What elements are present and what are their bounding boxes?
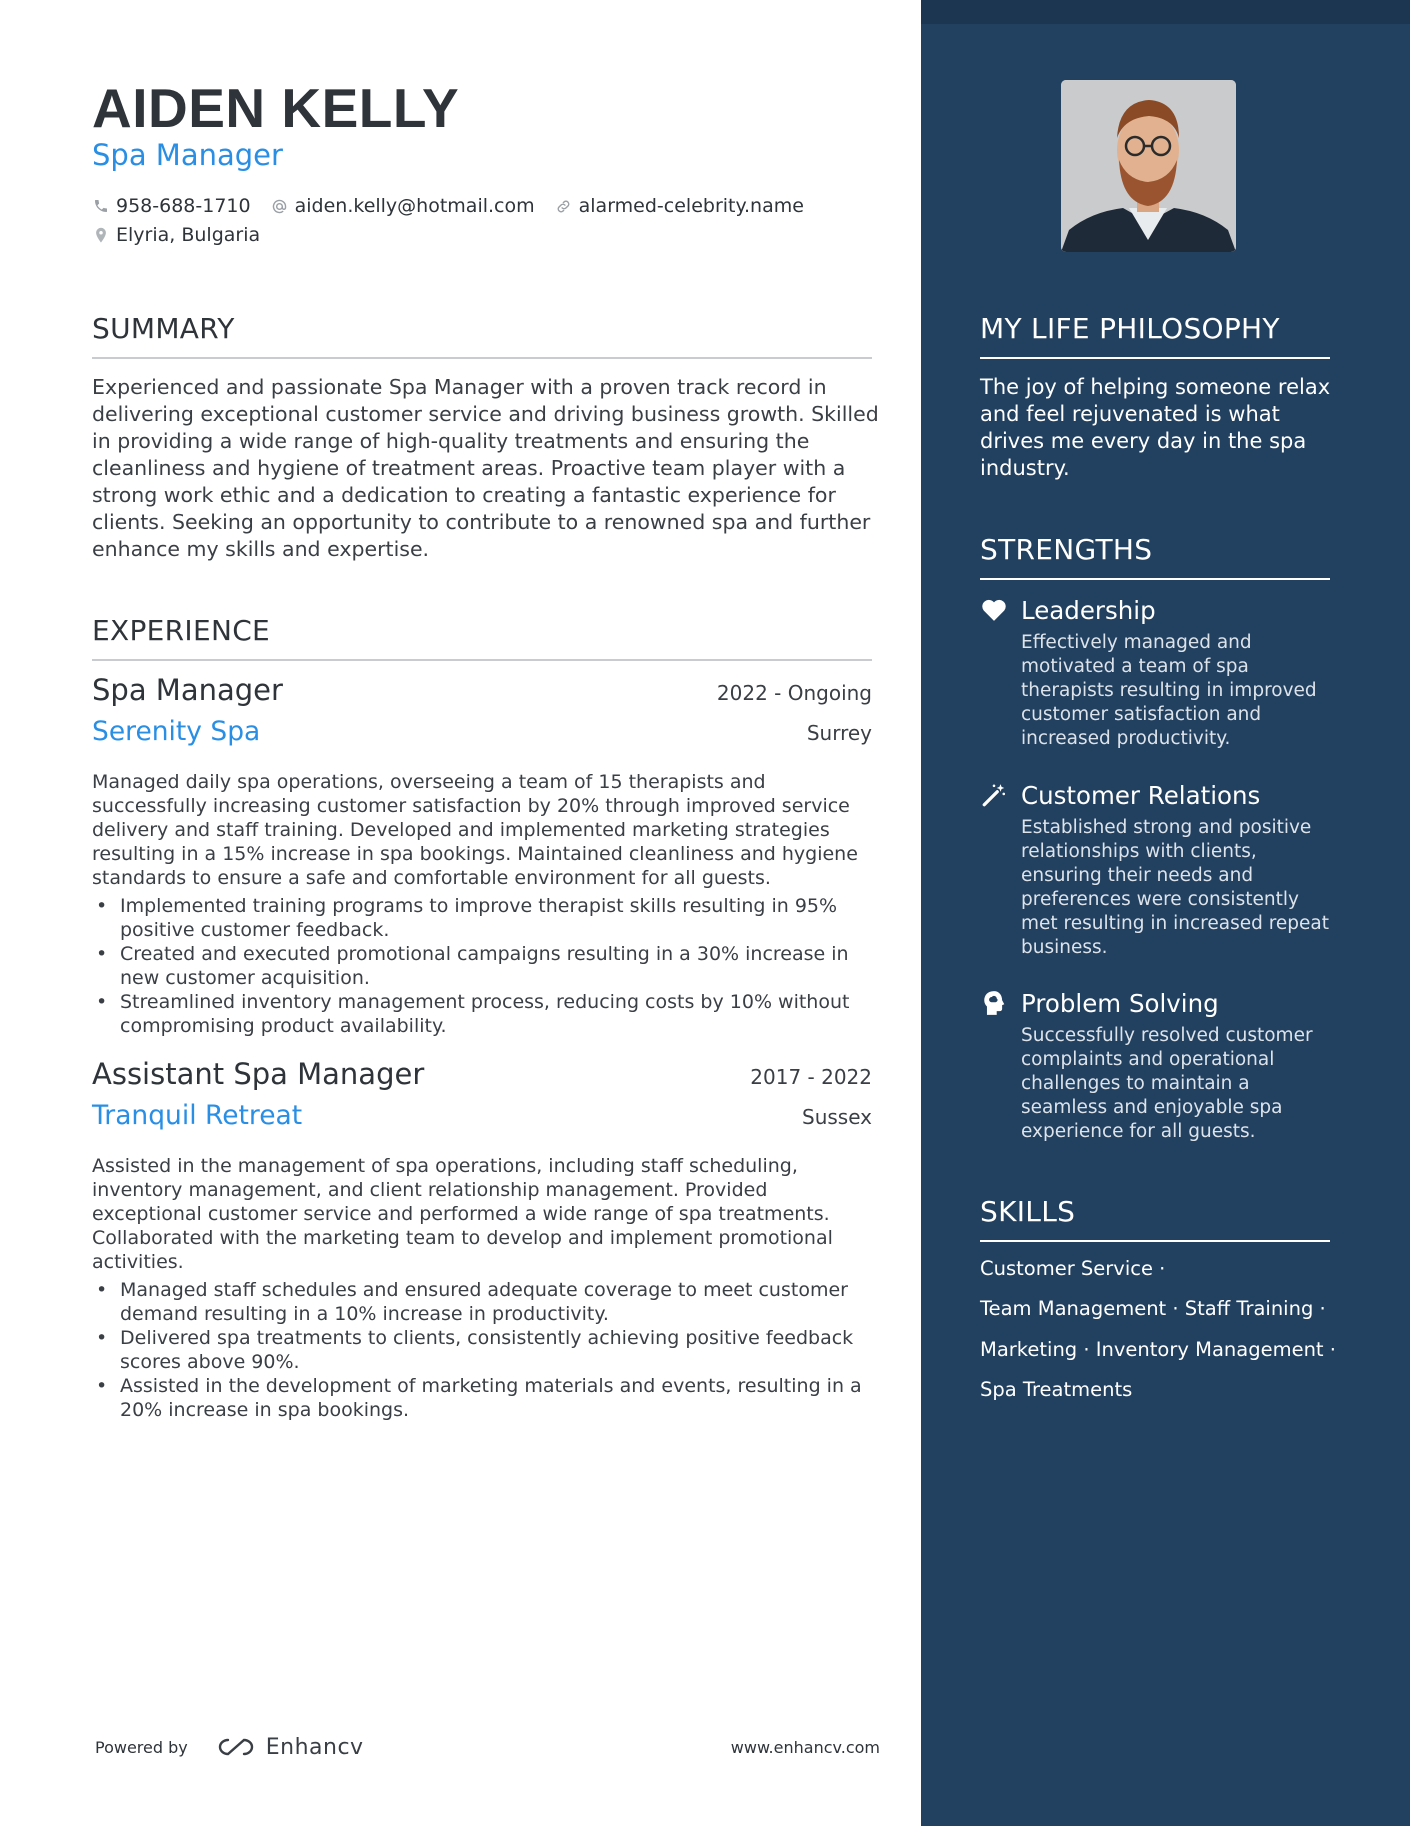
candidate-name: AIDEN KELLY	[92, 77, 460, 139]
strength-item	[980, 778, 1340, 960]
skills-heading: SKILLS	[980, 1195, 1076, 1228]
skills-line: Customer Service ·	[980, 1257, 1166, 1280]
job-entry	[92, 673, 872, 1038]
website-text: alarmed-celebrity.name	[578, 195, 804, 217]
at-icon	[271, 197, 289, 215]
phone-contact[interactable]	[92, 195, 251, 217]
experience-heading: EXPERIENCE	[92, 614, 271, 647]
location-pin-icon	[92, 226, 110, 244]
strength-item	[980, 986, 1340, 1144]
magic-wand-icon	[980, 781, 1008, 809]
strength-name: Customer Relations	[1021, 780, 1261, 810]
location-text: Elyria, Bulgaria	[116, 224, 261, 246]
enhancv-logo[interactable]	[214, 1735, 364, 1760]
phone-text: 958-688-1710	[116, 195, 251, 217]
job-location: Sussex	[802, 1105, 872, 1129]
email-contact[interactable]	[271, 195, 535, 217]
profile-photo	[1061, 80, 1236, 252]
job-location: Surrey	[806, 721, 872, 745]
achievement-item: • Implemented training programs to improve therapist skills resulting in 95% positive customer feedback.	[92, 894, 872, 942]
brain-head-icon	[980, 989, 1008, 1017]
footer-website-link[interactable]: www.enhancv.com	[730, 1737, 880, 1757]
job-achievements	[92, 894, 872, 1038]
company-name: Tranquil Retreat	[92, 1100, 303, 1131]
strength-item	[980, 593, 1340, 751]
link-icon	[555, 197, 573, 215]
enhancv-logo-icon	[214, 1736, 260, 1758]
philosophy-heading: MY LIFE PHILOSOPHY	[980, 312, 1280, 345]
job-entry	[92, 1057, 872, 1422]
achievement-item: • Managed staff schedules and ensured adequate coverage to meet customer demand resulting in a 10% increase in productivity.	[92, 1278, 872, 1326]
strength-description: Effectively managed and motivated a team of spa therapists resulting in improved customer satisfaction and increased productivity.	[1021, 632, 1317, 749]
company-name: Serenity Spa	[92, 716, 261, 747]
experience-divider	[92, 659, 872, 661]
job-title: Spa Manager	[92, 673, 283, 707]
phone-icon	[92, 197, 110, 215]
strengths-divider	[980, 578, 1330, 580]
strength-name: Problem Solving	[1021, 988, 1219, 1018]
job-title: Assistant Spa Manager	[92, 1057, 425, 1091]
strength-description: Established strong and positive relationships with clients, ensuring their needs and preferences were consistently met resulting in increased repeat business.	[1021, 817, 1330, 958]
location-contact	[92, 224, 260, 246]
skills-divider	[980, 1240, 1330, 1242]
website-contact[interactable]	[555, 195, 804, 217]
footer	[95, 1732, 880, 1762]
strength-name: Leadership	[1021, 595, 1156, 625]
achievement-item: • Assisted in the development of marketing materials and events, resulting in a 20% increase in spa bookings.	[92, 1374, 872, 1422]
job-description: Assisted in the management of spa operations, including staff scheduling, inventory management, and client relationship management. Provided exceptional customer service and performed a wide range of spa treatments. Collaborated with the marketing team to develop and implement promotional activities.	[92, 1155, 833, 1273]
sidebar-top-band	[921, 0, 1410, 24]
summary-divider	[92, 357, 872, 359]
strengths-heading: STRENGTHS	[980, 533, 1153, 566]
candidate-title: Spa Manager	[92, 138, 283, 172]
skills-line: Team Management · Staff Training ·	[980, 1297, 1326, 1320]
job-dates: 2017 - 2022	[750, 1065, 872, 1089]
achievement-item: • Delivered spa treatments to clients, consistently achieving positive feedback scores above 90%.	[92, 1326, 872, 1374]
skills-line: Spa Treatments	[980, 1378, 1133, 1401]
job-achievements	[92, 1278, 872, 1422]
achievement-item: • Streamlined inventory management process, reducing costs by 10% without compromising product availability.	[92, 990, 872, 1038]
strength-description: Successfully resolved customer complaints and operational challenges to maintain a seamless and enjoyable spa experience for all guests.	[1021, 1025, 1313, 1142]
sidebar	[921, 0, 1410, 1826]
achievement-item: • Created and executed promotional campaigns resulting in a 30% increase in new customer acquisition.	[92, 942, 872, 990]
contact-info	[92, 192, 892, 250]
email-text: aiden.kelly@hotmail.com	[294, 195, 535, 217]
job-dates: 2022 - Ongoing	[716, 681, 872, 705]
summary-text: Experienced and passionate Spa Manager with a proven track record in delivering exceptional customer service and driving business growth. Skilled in providing a wide range of high-quality treatments and ensuring the cleanliness and hygiene of treatment areas. Proactive team player with a strong work ethic and a dedication to creating a fantastic experience for clients. Seeking an opportunity to contribute to a renowned spa and further enhance my skills and expertise.	[92, 375, 879, 561]
job-description: Managed daily spa operations, overseeing a team of 15 therapists and successfully increasing customer satisfaction by 20% through improved service delivery and staff training. Developed and implemented marketing strategies resulting in a 15% increase in spa bookings. Maintained cleanliness and hygiene standards to ensure a safe and comfortable environment for all guests.	[92, 771, 858, 889]
summary-heading: SUMMARY	[92, 312, 235, 345]
powered-by-label: Powered by	[95, 1737, 188, 1757]
enhancv-brand: Enhancv	[265, 1734, 364, 1760]
heart-icon	[980, 596, 1008, 624]
philosophy-text: The joy of helping someone relax and feel rejuvenated is what drives me every day in the spa industry.	[980, 375, 1331, 480]
philosophy-divider	[980, 357, 1330, 359]
skills-line: Marketing · Inventory Management ·	[980, 1338, 1336, 1361]
